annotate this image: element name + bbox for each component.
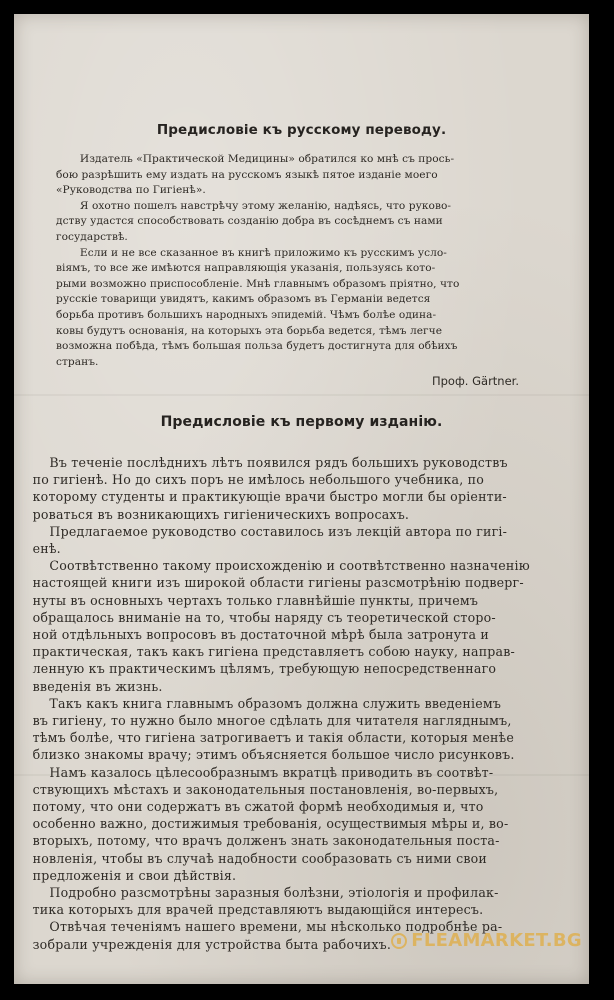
watermark-text: FLEAMARKET.BG — [411, 930, 582, 951]
preface-russian-text: Издатель «Практической Медицины» обратился ко мнѣ съ прось- бою разрѣшить ему издать на русскомъ языкѣ пятое изданіе моего «Руководства по Гигіенѣ». Я охотно пошелъ навстрѣчу этому желанію, надѣясь, что руково- дству удастся способствовать созданію добра въ сосѣднемъ съ нами государствѣ. Если и не все сказанное въ книгѣ приложимо къ русскимъ усло- віямъ, то все же имѣются направляющія указанія, пользуясь кото- рыми возможно приспособленіе. Мнѣ главнымъ образомъ пріятно, что русскіе товарищи увидятъ, какимъ образомъ въ Германіи ведется борьба противъ большихъ народныхъ эпидемій. Чѣмъ болѣе одина- ковы будутъ основанія, на которыхъ эта борьба ведется, тѣмъ легче возможна побѣда, тѣмъ большая польза будетъ достигнута для обѣихъ странъ. — [56, 153, 460, 368]
author-signature: Проф. Gärtner. — [431, 374, 519, 388]
preface-first-edition-heading: Предисловіе къ первому изданію. — [160, 414, 443, 430]
watermark — [391, 930, 582, 951]
book-page — [14, 14, 589, 984]
preface-russian-heading: Предисловіе къ русскому переводу. — [156, 122, 447, 138]
flea-icon — [391, 933, 407, 949]
preface-first-edition-text: Въ теченіе послѣднихъ лѣтъ появился рядъ большихъ руководствъ по гигіенѣ. Но до сихъ поръ не имѣлось небольшого учебника, по которому студенты и практикующіе врачи быстро могли бы оріенти- роваться въ возникающихъ гигіеническихъ вопросахъ. Предлагаемое руководство составилось изъ лекцій автора по гигі- енѣ. Соотвѣтственно такому происхожденію и соотвѣтственно назначенію настоящей книги изъ широкой области гигіены разсмотрѣнію подверг- нуты въ основныхъ чертахъ только главнѣйшіе пункты, причемъ обращалось вниманіе на то, чтобы наряду съ теоретической сторо- ной отдѣльныхъ вопросовъ въ достаточной мѣрѣ была затронута и практическая, такъ какъ гигіена представляетъ собою науку, направ- ленную къ практическимъ цѣлямъ, требующую непосредственнаго введенія въ жизнь. Такъ какъ книга главнымъ образомъ должна служить введеніемъ въ гигіену, то нужно было многое сдѣлать для читателя нагляднымъ, тѣмъ болѣе, что гигіена затрогиваетъ и такія области, которыя менѣе близко знакомы врачу; этимъ объясняется большое число рисунковъ. Намъ казалось цѣлесообразнымъ вкратцѣ приводить въ соотвѣт- ствующихъ мѣстахъ и законодательныя постановленія, во-первыхъ, потому, что они содержатъ въ сжатой формѣ необходимыя и, что особенно важно, достижимыя требованія, осуществимыя мѣры и, во- вторыхъ, потому, что врачъ долженъ знать законодательныя поста- новленія, чтобы въ случаѣ надобности сообразовать съ ними свои предложенія и свои дѣйствія. Подробно разсмотрѣны заразныя болѣзни, этіологія и профилак- тика которыхъ для врачей представляютъ выдающійся интересъ. Отвѣчая теченіямъ нашего времени, мы нѣсколько подробнѣе ра- зобрали учрежденія для устройства быта рабочихъ. — [32, 455, 530, 952]
page-crease — [14, 394, 589, 396]
